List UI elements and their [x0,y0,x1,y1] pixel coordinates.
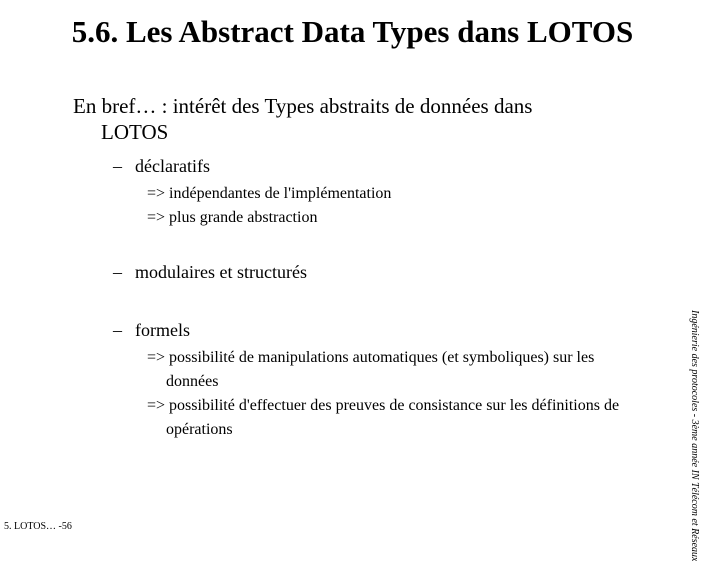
formels-points [147,346,697,442]
sub-point: => indépendantes de l'implémentation [147,185,392,202]
lead-text [73,93,673,145]
side-caption: Ingénierie des protocoles - 3ème année IN Télécom et Réseaux [689,310,700,561]
lead-line-1: En bref… : intérêt des Types abstraits de données dans [73,94,533,118]
bullet-label: modulaires et structurés [135,262,307,282]
bullet-formels [113,320,190,341]
sub-point [147,394,697,442]
bullet-label: déclaratifs [135,156,210,176]
declaratifs-points [147,182,391,230]
sub-point [147,346,697,394]
bullet-declaratifs [113,156,210,177]
sub-point-line-2: données [166,373,219,390]
bullet-dash: – [113,156,122,176]
lead-line-2: LOTOS [101,120,169,144]
bullet-modulaires [113,262,307,283]
sub-point: => plus grande abstraction [147,209,318,226]
sub-point-line-2: opérations [166,421,233,438]
bullet-dash: – [113,320,122,340]
slide-footer: 5. LOTOS… -56 [4,521,72,532]
sub-point-line-1: => possibilité d'effectuer des preuves de consistance sur les définitions de [147,397,620,414]
bullet-label: formels [135,320,190,340]
sub-point-line-1: => possibilité de manipulations automatiques (et symboliques) sur les [147,349,595,366]
slide-title: 5.6. Les Abstract Data Types dans LOTOS [71,14,634,49]
bullet-dash: – [113,262,122,282]
